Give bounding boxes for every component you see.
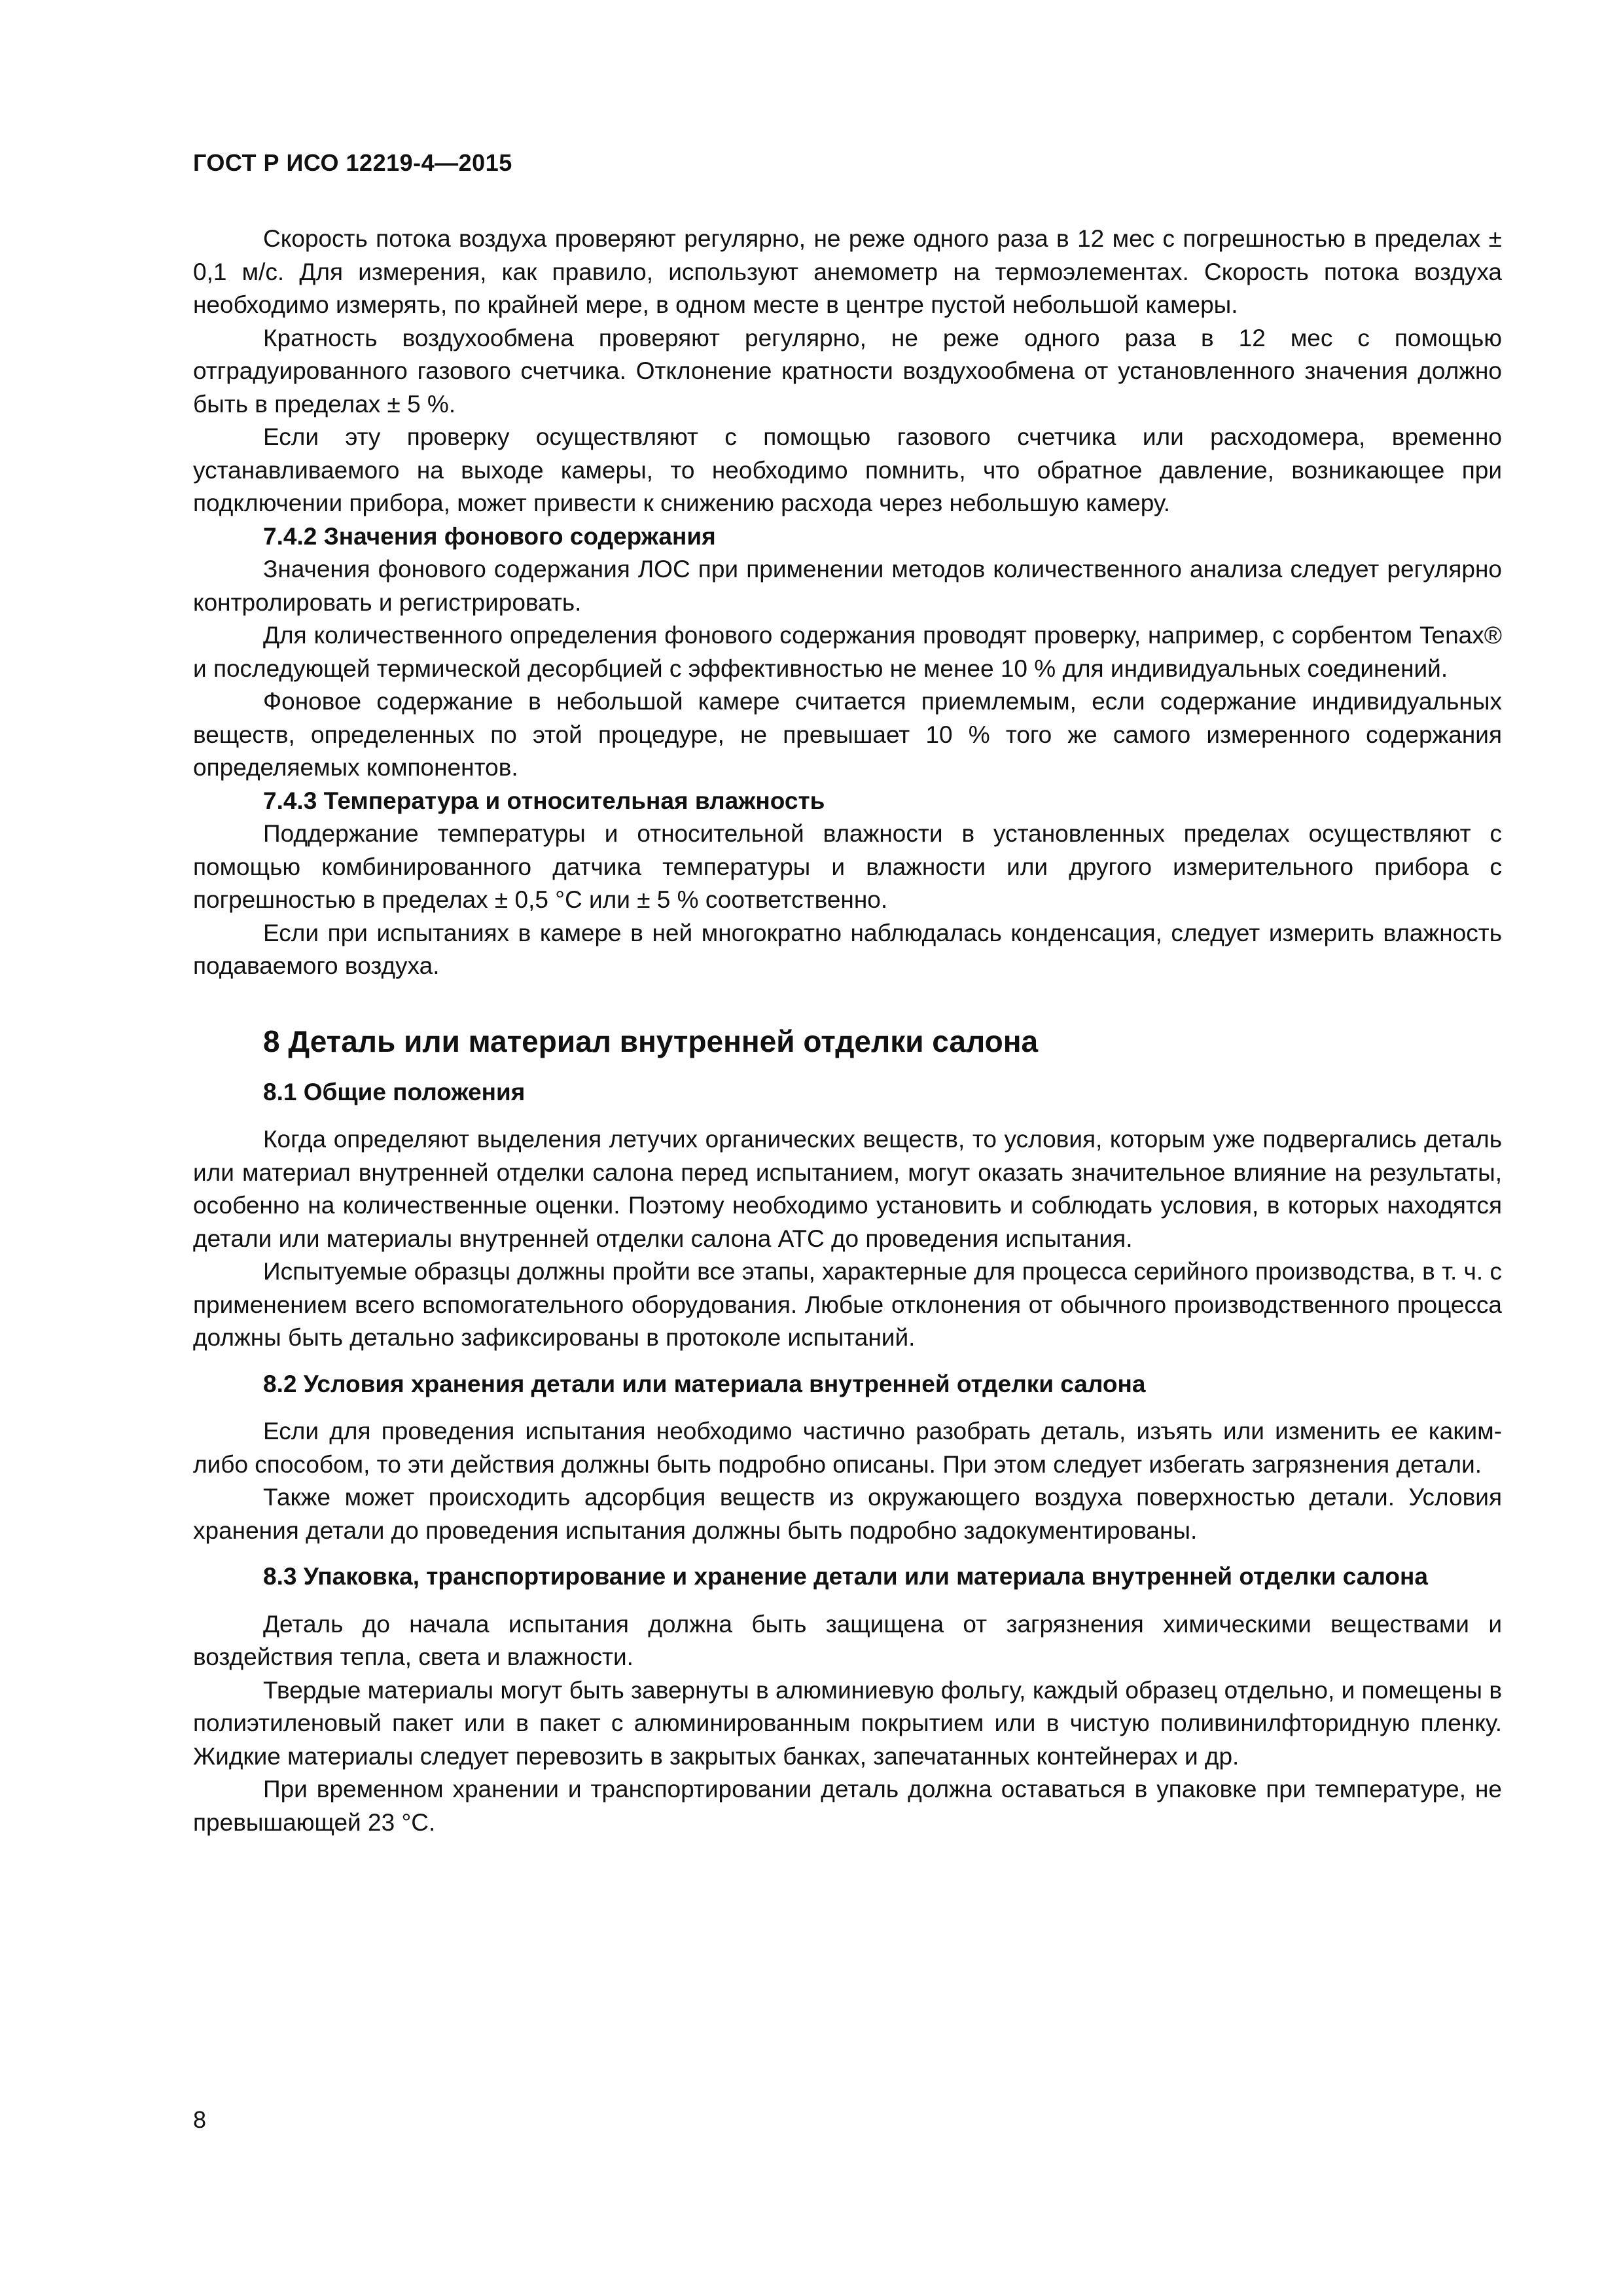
paragraph: Твердые материалы могут быть завернуты в алюминиевую фольгу, каждый образец отдельно, и помещены в полиэтиленовый пакет или в пакет с алюминированным покрытием или в чистую поливинилфторидную пленку. Жидкие материалы следует перевозить в закрытых банках, запечатанных контейнерах и др. [193, 1676, 1502, 1770]
paragraph: При временном хранении и транспортировании деталь должна оставаться в упаковке при температуре, не превышающей 23 °С. [193, 1776, 1502, 1836]
paragraph: Скорость потока воздуха проверяют регулярно, не реже одного раза в 12 мес с погрешностью в пределах ± 0,1 м/с. Для измерения, как правило, используют анемометр на термоэлементах. Скорость потока воздуха необходимо измерять, по крайней мере, в одном месте в центре пустой небольшой камеры. [193, 225, 1502, 318]
paragraph: Фоновое содержание в небольшой камере считается приемлемым, если содержание индивидуальных веществ, определенных по этой процедуре, не превышает 10 % того же самого измеренного содержания определяемых компонентов. [193, 688, 1502, 781]
page-number: 8 [193, 2106, 207, 2133]
paragraph: Испытуемые образцы должны пройти все этапы, характерные для процесса серийного производства, в т. ч. с применением всего вспомогательного оборудования. Любые отклонения от обычного производственного процесса должны быть детально зафиксированы в протоколе испытаний. [193, 1258, 1502, 1351]
section-heading-8-3: 8.3 Упаковка, транспортирование и хранение детали или материала внутренней отделки салона [263, 1563, 1428, 1590]
paragraph: Если для проведения испытания необходимо частично разобрать деталь, изъять или изменить ее каким-либо способом, то эти действия должны быть подробно описаны. При этом следует избегать загрязнения детали. [193, 1418, 1502, 1478]
section-heading-8: 8 Деталь или материал внутренней отделки салона [263, 1024, 1039, 1058]
section-heading-8-1: 8.1 Общие положения [263, 1078, 526, 1105]
paragraph: Значения фонового содержания ЛОС при применении методов количественного анализа следует регулярно контролировать и регистрировать. [193, 556, 1502, 616]
paragraph: Деталь до начала испытания должна быть защищена от загрязнения химическими веществами и воздействия тепла, света и влажности. [193, 1610, 1502, 1670]
paragraph: Если эту проверку осуществляют с помощью газового счетчика или расходомера, временно устанавливаемого на выходе камеры, то необходимо помнить, что обратное давление, возникающее при подключении прибора, может привести к снижению расхода через небольшую камеру. [193, 423, 1502, 516]
subsection-heading-7-4-2: 7.4.2 Значения фонового содержания [263, 522, 716, 550]
document-body [193, 223, 1502, 1839]
paragraph: Поддержание температуры и относительной влажности в установленных пределах осуществляют с помощью комбинированного датчика температуры и влажности или другого измерительного прибора с погрешностью в пределах ± 0,5 °С или ± 5 % соответственно. [193, 820, 1502, 913]
paragraph: Для количественного определения фонового содержания проводят проверку, например, с сорбентом Tenax® и последующей термической десорбцией с эффективностью не менее 10 % для индивидуальных соединений. [193, 622, 1502, 682]
paragraph: Когда определяют выделения летучих органических веществ, то условия, которым уже подвергались деталь или материал внутренней отделки салона перед испытанием, могут оказать значительное влияние на результаты, особенно на количественные оценки. Поэтому необходимо установить и соблюдать условия, в которых находятся детали или материалы внутренней отделки салона АТС до проведения испытания. [193, 1126, 1502, 1252]
section-heading-8-2: 8.2 Условия хранения детали или материала внутренней отделки салона [263, 1370, 1146, 1397]
paragraph: Также может происходить адсорбция веществ из окружающего воздуха поверхностью детали. Условия хранения детали до проведения испытания должны быть подробно задокументированы. [193, 1484, 1502, 1544]
paragraph: Кратность воздухообмена проверяют регулярно, не реже одного раза в 12 мес с помощью отградуированного газового счетчика. Отклонение кратности воздухообмена от установленного значения должно быть в пределах ± 5 %. [193, 324, 1502, 418]
paragraph: Если при испытаниях в камере в ней многократно наблюдалась конденсация, следует измерить влажность подаваемого воздуха. [193, 919, 1502, 979]
document-header: ГОСТ Р ИСО 12219-4—2015 [193, 149, 512, 176]
subsection-heading-7-4-3: 7.4.3 Температура и относительная влажность [263, 787, 825, 814]
